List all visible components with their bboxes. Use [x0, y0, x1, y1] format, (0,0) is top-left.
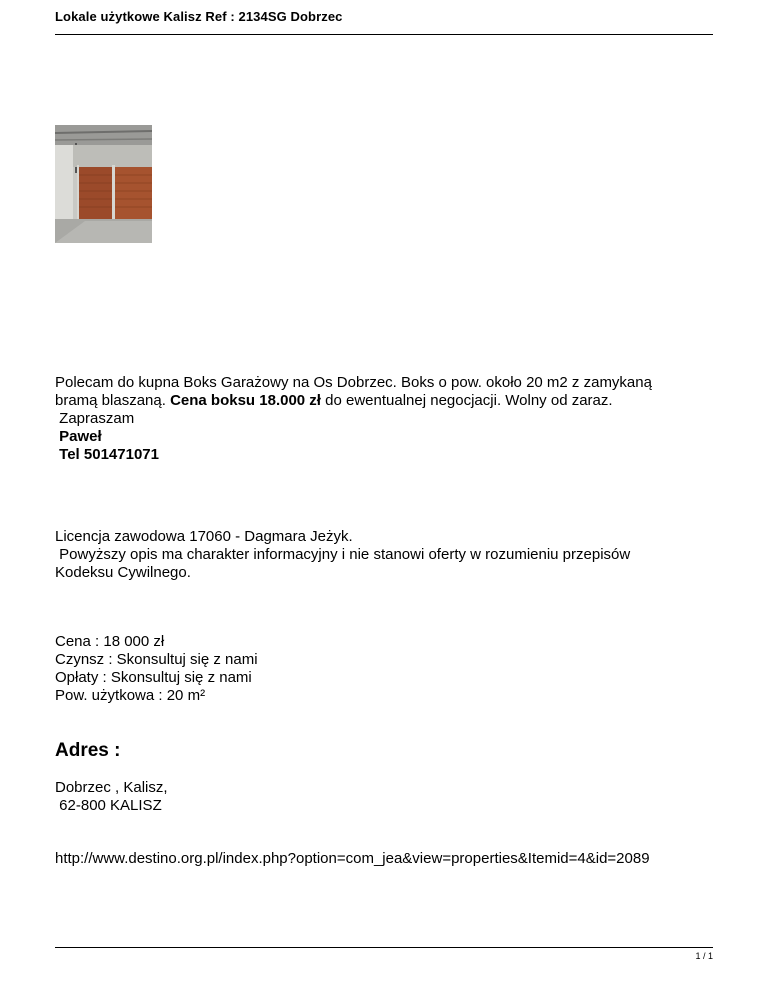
- agent-phone: Tel 501471071: [55, 446, 159, 463]
- detail-price: Cena : 18 000 zł: [55, 633, 165, 650]
- disclaimer-line: Powyższy opis ma charakter informacyjny i nie stanowi oferty w rozumieniu przepisów: [55, 546, 631, 563]
- footer-divider: [55, 947, 713, 948]
- address-line: 62-800 KALISZ: [55, 797, 162, 814]
- description-line: [55, 392, 725, 410]
- property-details: [55, 633, 258, 705]
- address-block: [55, 779, 168, 815]
- garage-photo: [55, 125, 152, 243]
- detail-area: Pow. użytkowa : 20 m²: [55, 687, 206, 704]
- price-highlight: Cena boksu 18.000 zł: [170, 392, 321, 409]
- license-block: [55, 528, 725, 582]
- disclaimer-line: Kodeksu Cywilnego.: [55, 564, 191, 581]
- address-heading: Adres :: [55, 740, 121, 761]
- agent-name: Paweł: [55, 428, 102, 445]
- detail-fees: Opłaty : Skonsultuj się z nami: [55, 669, 252, 686]
- listing-description: [55, 374, 725, 464]
- source-url: http://www.destino.org.pl/index.php?option=com_jea&view=properties&Itemid=4&id=2089: [55, 850, 650, 867]
- description-text: do ewentualnej negocjacji. Wolny od zaraz.: [320, 392, 613, 409]
- address-line: Dobrzec , Kalisz,: [55, 779, 168, 796]
- page-number: 1 / 1: [695, 951, 713, 961]
- page-title: Lokale użytkowe Kalisz Ref : 2134SG Dobrzec: [55, 9, 343, 24]
- greeting: Zapraszam: [55, 410, 135, 427]
- license-line: Licencja zawodowa 17060 - Dagmara Jeżyk.: [55, 528, 353, 545]
- description-line: Polecam do kupna Boks Garażowy na Os Dobrzec. Boks o pow. około 20 m2 z zamykaną: [55, 374, 652, 391]
- detail-rent: Czynsz : Skonsultuj się z nami: [55, 651, 258, 668]
- description-text: bramą blaszaną.: [55, 392, 171, 409]
- header-divider: [55, 34, 713, 35]
